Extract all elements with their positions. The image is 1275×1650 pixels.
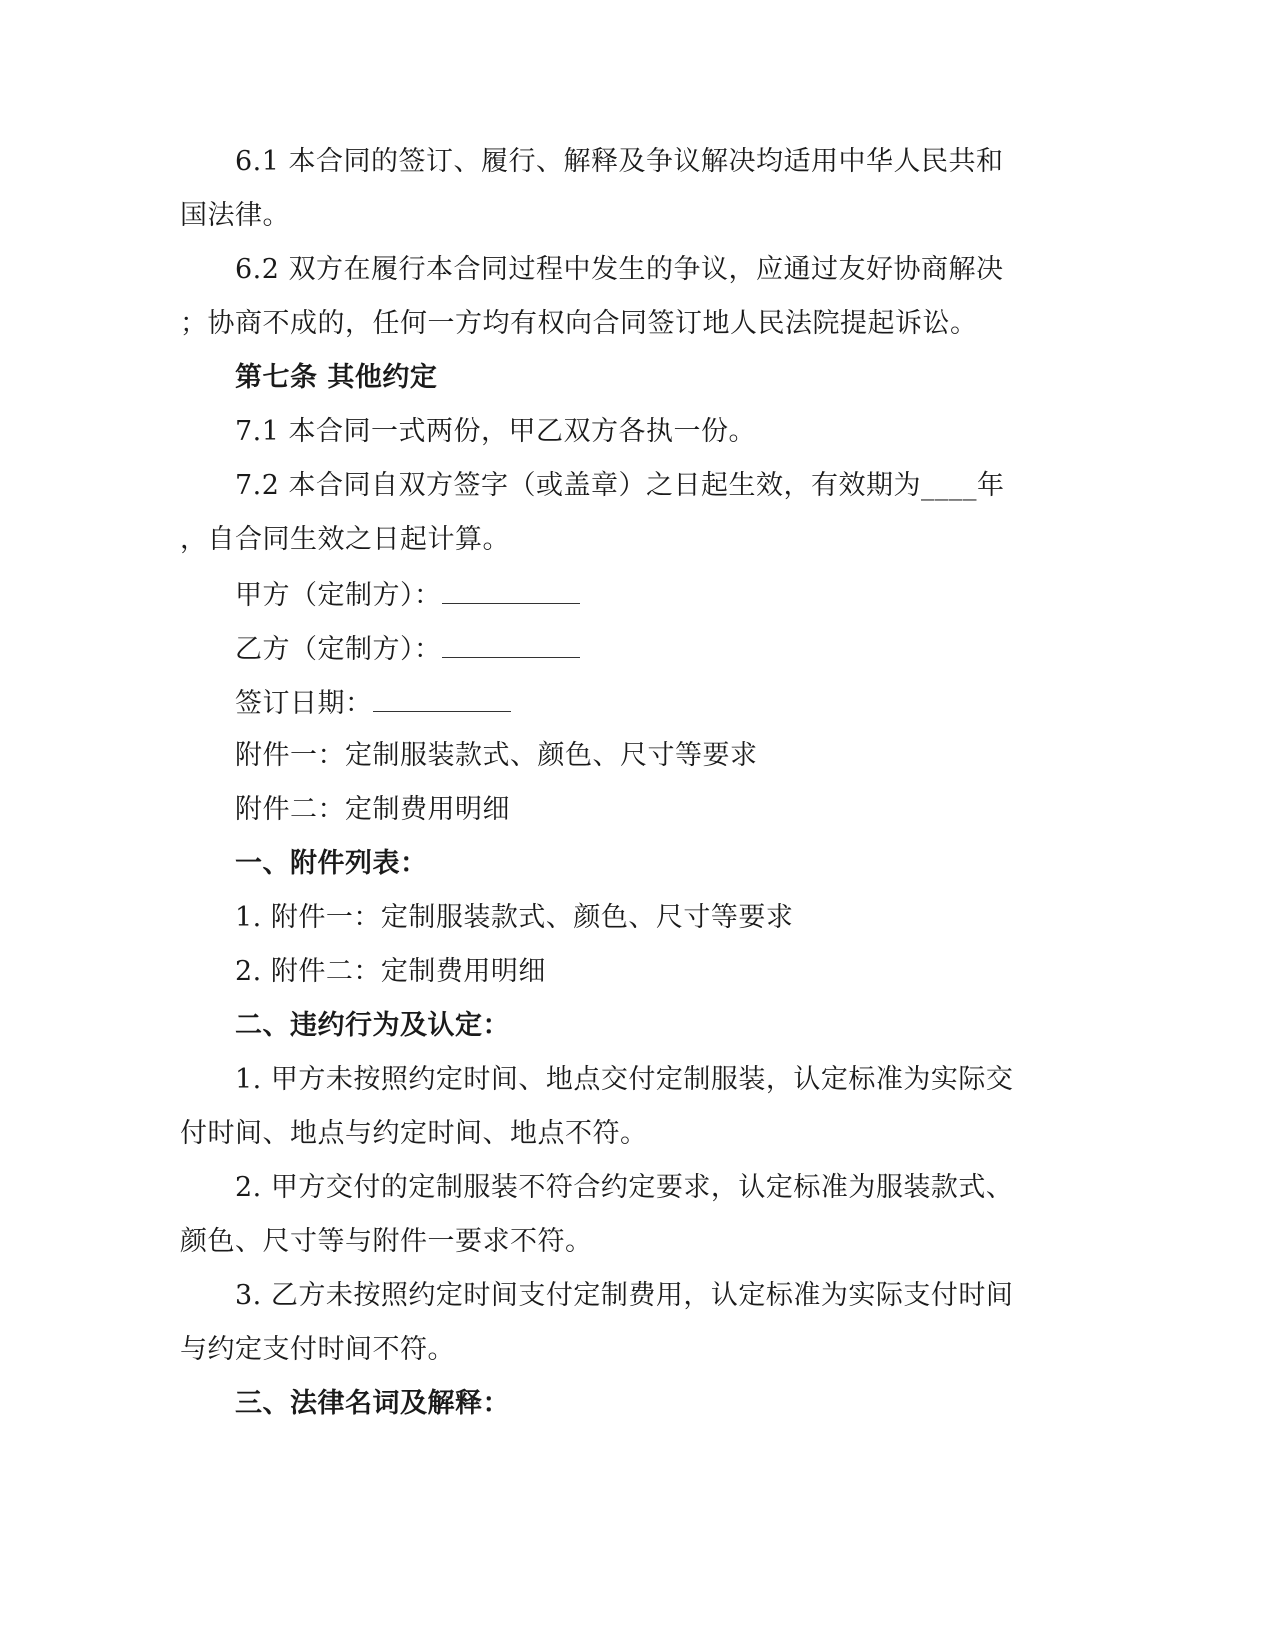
paragraph-line xyxy=(180,199,290,233)
paragraph-line xyxy=(180,1225,593,1259)
line-text: 付时间、地点与约定时间、地点不符。 xyxy=(180,1118,648,1149)
line-text: 签订日期： xyxy=(235,688,373,719)
section-heading xyxy=(235,847,428,881)
line-text: 国法律。 xyxy=(180,200,290,231)
line-text: 与约定支付时间不符。 xyxy=(180,1334,455,1365)
paragraph-line xyxy=(235,685,511,721)
paragraph-line xyxy=(235,631,580,667)
line-text: ；协商不成的，任何一方均有权向合同签订地人民法院提起诉讼。 xyxy=(180,308,978,339)
signature-blank xyxy=(373,685,511,712)
line-text: 附件二：定制费用明细 xyxy=(235,794,510,825)
paragraph-line xyxy=(180,1333,455,1367)
paragraph-line xyxy=(235,739,758,773)
line-text: ，自合同生效之日起计算。 xyxy=(180,524,510,555)
line-text: 7.2 本合同自双方签字（或盖章）之日起生效，有效期为____年 xyxy=(235,470,1005,501)
signature-blank xyxy=(442,631,580,658)
line-text: 2. 附件二：定制费用明细 xyxy=(235,956,546,987)
line-text: 二、违约行为及认定： xyxy=(235,1010,510,1041)
line-text: 一、附件列表： xyxy=(235,848,428,879)
line-text: 1. 附件一：定制服装款式、颜色、尺寸等要求 xyxy=(235,902,794,933)
paragraph-line xyxy=(235,577,580,613)
line-text: 6.2 双方在履行本合同过程中发生的争议，应通过友好协商解决 xyxy=(235,254,1004,285)
paragraph-line xyxy=(235,145,1004,179)
signature-blank xyxy=(442,577,580,604)
paragraph-line xyxy=(235,1279,1013,1313)
line-text: 三、法律名词及解释： xyxy=(235,1388,510,1419)
paragraph-line xyxy=(235,793,510,827)
paragraph-line xyxy=(235,415,756,449)
paragraph-line xyxy=(235,253,1004,287)
section-heading xyxy=(235,361,437,395)
line-text: 1. 甲方未按照约定时间、地点交付定制服装，认定标准为实际交 xyxy=(235,1064,1014,1095)
paragraph-line xyxy=(180,523,510,557)
paragraph-line xyxy=(180,1117,648,1151)
line-text: 甲方（定制方）： xyxy=(235,580,442,611)
line-text: 7.1 本合同一式两份，甲乙双方各执一份。 xyxy=(235,416,757,447)
section-heading xyxy=(235,1387,510,1421)
line-text: 附件一：定制服装款式、颜色、尺寸等要求 xyxy=(235,740,758,771)
section-heading xyxy=(235,1009,510,1043)
paragraph-line xyxy=(180,307,978,341)
paragraph-line xyxy=(235,1063,1013,1097)
line-text: 6.1 本合同的签订、履行、解释及争议解决均适用中华人民共和 xyxy=(235,146,1004,177)
paragraph-line xyxy=(235,901,793,935)
paragraph-line xyxy=(235,1171,1013,1205)
line-text: 第七条 其他约定 xyxy=(235,362,438,393)
paragraph-line xyxy=(235,469,1005,503)
line-text: 3. 乙方未按照约定时间支付定制费用，认定标准为实际支付时间 xyxy=(235,1280,1014,1311)
line-text: 颜色、尺寸等与附件一要求不符。 xyxy=(180,1226,593,1257)
paragraph-line xyxy=(235,955,546,989)
line-text: 乙方（定制方）： xyxy=(235,634,442,665)
line-text: 2. 甲方交付的定制服装不符合约定要求，认定标准为服装款式、 xyxy=(235,1172,1014,1203)
